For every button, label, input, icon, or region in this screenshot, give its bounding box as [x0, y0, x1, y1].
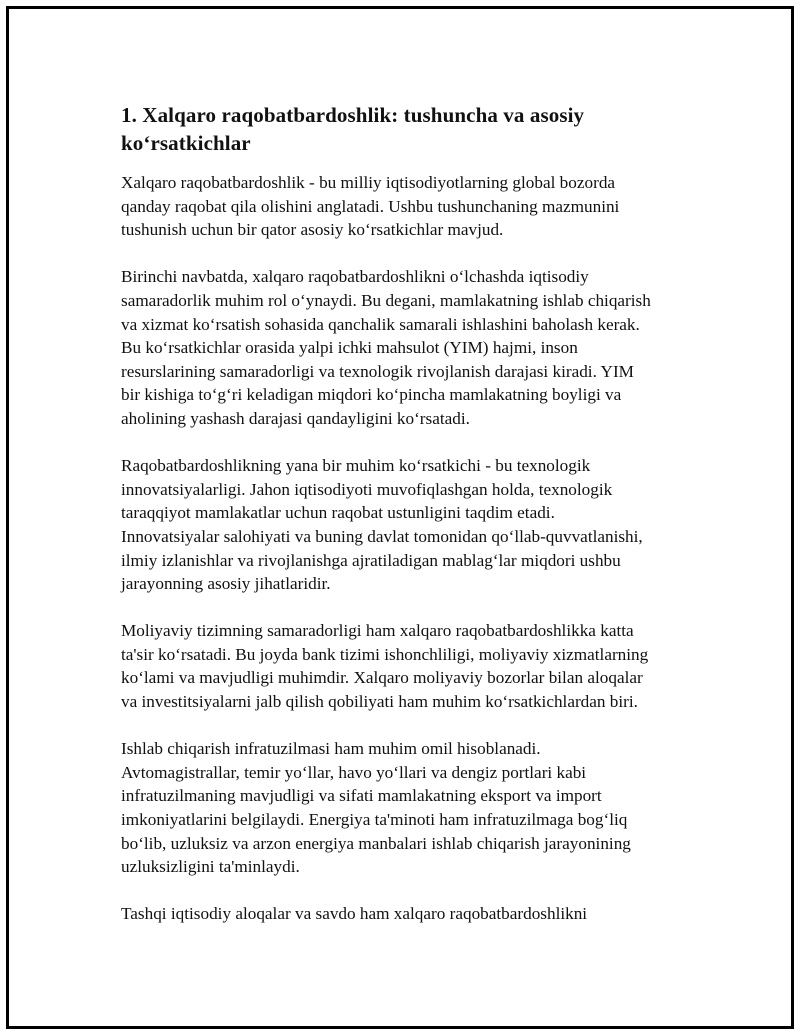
paragraph-1: Xalqaro raqobatbardoshlik - bu milliy iqtisodiyotlarning global bozorda qanday raqobat qila olishini anglatadi. Ushbu tushunchaning mazmunini tushunish uchun bir qator asosiy ko‘rsatkichlar mavjud. [121, 173, 620, 240]
paragraph-2: Birinchi navbatda, xalqaro raqobatbardoshlikni o‘lchashda iqtisodiy samaradorlik muhim rol o‘ynaydi. Bu degani, mamlakatning ishlab chiqarish va xizmat ko‘rsatish sohasida qanchalik samarali ishlashini baholash kerak. Bu ko‘rsatkichlar orasida yalpi ichki mahsulot (YIM) hajmi, inson resurslarining samaradorligi va texnologik rivojlanish darajasi kiradi. YIM bir kishiga to‘g‘ri keladigan miqdori ko‘pincha mamlakatning boyligi va aholining yashash darajasi qandayligini ko‘rsatadi. [121, 267, 651, 428]
paragraph-5: Ishlab chiqarish infratuzilmasi ham muhim omil hisoblanadi. Avtomagistrallar, temir yo‘llar, havo yo‘llari va dengiz portlari kabi infratuzilmaning mavjudligi va sifati mamlakatning eksport va import imkoniyatlarini belgilaydi. Energiya ta'minoti ham infratuzilmaga bog‘liq bo‘lib, uzluksiz va arzon energiya manbalari ishlab chiqarish jarayonining uzluksizligini ta'minlaydi. [121, 739, 631, 877]
section-heading: 1. Xalqaro raqobatbardoshlik: tushuncha va asosiy ko‘rsatkichlar [121, 103, 585, 155]
page-frame [6, 6, 794, 1029]
paragraph-6: Tashqi iqtisodiy aloqalar va savdo ham xalqaro raqobatbardoshlikni [121, 904, 588, 924]
paragraph-4: Moliyaviy tizimning samaradorligi ham xalqaro raqobatbardoshlikka katta ta'sir ko‘rsatadi. Bu joyda bank tizimi ishonchliligi, moliyaviy xizmatlarning ko‘lami va mavjudligi muhimdir. Xalqaro moliyaviy bozorlar bilan aloqalar va investitsiyalarni jalb qilish qobiliyati ham muhim ko‘rsatkichlardan biri. [121, 621, 649, 712]
document-body [121, 101, 711, 950]
paragraph-3: Raqobatbardoshlikning yana bir muhim ko‘rsatkichi - bu texnologik innovatsiyalarligi. Jahon iqtisodiyoti muvofiqlashgan holda, texnologik taraqqiyot mamlakatlar uchun raqobat ustunligini taqdim etadi. Innovatsiyalar salohiyati va buning davlat tomonidan qo‘llab-quvvatlanishi, ilmiy izlanishlar va rivojlanishga ajratiladigan mablag‘lar miqdori ushbu jarayonning asosiy jihatlaridir. [121, 456, 643, 594]
